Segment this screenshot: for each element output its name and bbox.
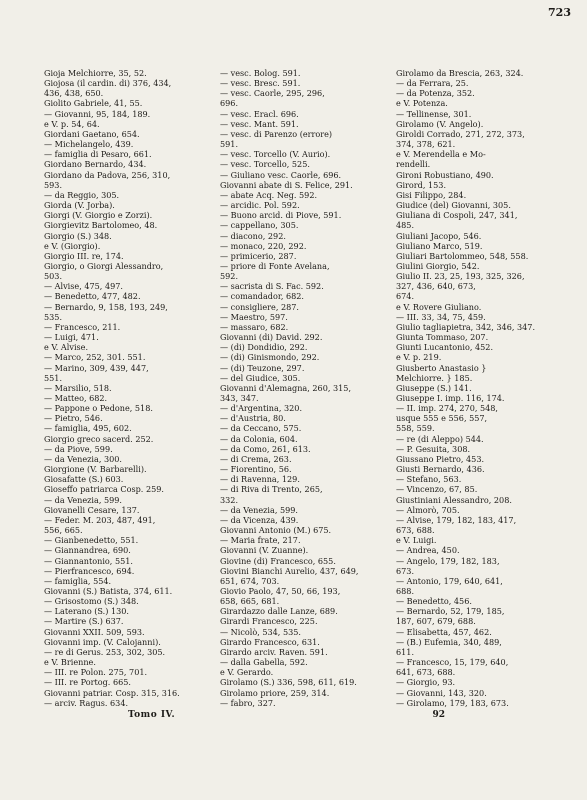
index-entry: — Grisostomo (S.) 348. — [44, 596, 139, 607]
index-entry: Giovanni imp. (V. Calojanni). — [44, 636, 161, 647]
index-entry: Gisi Filippo, 284. — [396, 189, 467, 200]
page-number: 723 — [548, 6, 571, 19]
index-entry: Giorgio, o Giorgi Alessandro, — [44, 260, 164, 271]
index-entry: Giusti Bernardo, 436. — [396, 464, 485, 475]
index-entry: — del Giudice, 305. — [220, 372, 301, 383]
index-entry: — da Venezia, 599. — [220, 504, 298, 515]
index-entry: — comandador, 682. — [220, 291, 304, 302]
index-entry: Giolito Gabriele, 41, 55. — [44, 98, 143, 109]
index-entry: — Feder. M. 203, 487, 491, — [44, 514, 156, 525]
index-entry: — Vincenzo, 67, 85. — [396, 484, 478, 495]
index-entry: — II. imp. 274, 270, 548, — [396, 403, 499, 414]
index-entry: — (B.) Eufemia, 340, 489, — [396, 636, 502, 647]
index-entry: — Maestro, 597. — [220, 311, 288, 322]
index-entry: e V. p. 219. — [396, 352, 442, 363]
index-entry: — Bernardo, 52, 179, 185, — [396, 606, 505, 617]
index-entry: e V. Brienne. — [44, 657, 96, 668]
index-entry: 696. — [220, 98, 239, 109]
index-entry: e V. Merendella e Mo- — [396, 149, 486, 160]
index-entry: — vesc. Torcello, 525. — [220, 159, 310, 170]
index-entry: — Buono arcid. di Piove, 591. — [220, 210, 342, 221]
index-entry: — Gianbenedetto, 551. — [44, 535, 139, 546]
index-entry: — monaco, 220, 292. — [220, 240, 307, 251]
index-entry: e V. Potenza. — [396, 98, 448, 109]
index-entry: — Maria frate, 217. — [220, 535, 301, 546]
index-entry: — da Vicenza, 439. — [220, 514, 299, 525]
index-entry: — Andrea, 450. — [396, 545, 460, 556]
index-entry: — da Venezia, 300. — [44, 453, 122, 464]
index-entry: Giovanni (V. Zuanne). — [220, 545, 309, 556]
index-entry: — Giannantonio, 551. — [44, 555, 133, 566]
index-entry: Giustiniani Alessandro, 208. — [396, 494, 512, 505]
index-entry: Gioja Melchiorre, 35, 52. — [44, 68, 147, 78]
index-entry: — famiglia, 554. — [44, 575, 112, 586]
index-entry: Giuliana di Cospoli, 247, 341, — [396, 210, 518, 221]
index-columns — [44, 68, 564, 708]
index-entry: — Martire (S.) 637. — [44, 616, 124, 627]
index-entry: — Benedetto, 477, 482. — [44, 291, 141, 302]
index-entry: usque 555 e 556, 557, — [396, 413, 488, 424]
index-entry: Giuseppe (S.) 141. — [396, 382, 472, 393]
index-entry: — da Reggio, 305. — [44, 189, 120, 200]
index-entry: Giovanni (di) David. 292. — [220, 332, 323, 343]
index-entry: e V. (Giorgio). — [44, 240, 101, 251]
index-entry: Giordano Bernardo, 434. — [44, 159, 147, 170]
index-entry: Giuseppe I. imp. 116, 174. — [396, 393, 505, 403]
index-entry: — arcidic. Pol. 592. — [220, 200, 300, 211]
index-entry: Girord, 153. — [396, 179, 447, 190]
index-entry: Giovio Paolo, 47, 50, 66, 193, — [220, 585, 341, 596]
index-entry: Giovanelli Cesare, 137. — [44, 504, 140, 515]
index-entry: — da Potenza, 352. — [396, 88, 475, 99]
index-entry: — abate Acq. Neg. 592. — [220, 189, 318, 200]
index-entry: — vesc. Caorle, 295, 296, — [220, 88, 325, 99]
index-entry: Girolamo da Brescia, 263, 324. — [396, 68, 524, 78]
index-entry: — Giovanni, 143, 320. — [396, 687, 487, 698]
index-entry: Giroldi Corrado, 271, 272, 373, — [396, 128, 525, 139]
index-entry: 591. — [220, 139, 239, 150]
index-entry: — (di) Teuzone, 297. — [220, 362, 305, 373]
index-entry: 343, 347. — [220, 393, 259, 403]
index-entry: Girardazzo dalle Lanze, 689. — [220, 606, 338, 617]
index-entry: Giunti Lucantonio, 452. — [396, 342, 494, 353]
index-entry: Giulio tagliapietra, 342, 346, 347. — [396, 321, 536, 332]
index-entry: Melchiorre. } 185. — [396, 372, 473, 383]
index-entry: e V. Gerardo. — [220, 667, 274, 678]
index-entry: Giovanni (S.) Batista, 374, 611. — [44, 585, 173, 596]
index-entry: Girolamo (S.) 336, 598, 611, 619. — [220, 677, 357, 688]
index-column-1 — [44, 68, 212, 708]
index-entry: — vesc. di Parenzo (errore) — [220, 128, 333, 139]
index-entry: 558, 559. — [396, 423, 435, 434]
index-entry: — vesc. Mant. 591. — [220, 118, 299, 129]
index-entry: 551. — [44, 372, 63, 383]
index-entry: — re (di Aleppo) 544. — [396, 433, 484, 444]
index-entry: 673. — [396, 565, 415, 576]
index-entry: Giovanni abate di S. Felice, 291. — [220, 179, 353, 190]
index-entry: — arciv. Ragus. 634. — [44, 697, 129, 708]
index-entry: 658, 665, 681. — [220, 596, 280, 607]
index-entry: Giovine (di) Francesco, 655. — [220, 555, 336, 566]
index-column-3 — [396, 68, 564, 708]
index-entry: — dalla Gabella, 592. — [220, 657, 308, 668]
index-entry: Giorgio (S.) 348. — [44, 230, 112, 241]
index-entry: — Giovanni, 95, 184, 189. — [44, 108, 151, 119]
index-entry: Giosafatte (S.) 603. — [44, 474, 124, 485]
index-entry: 688. — [396, 585, 415, 596]
index-entry: — da Como, 261, 613. — [220, 443, 311, 454]
index-entry: Girolamo priore, 259, 314. — [220, 687, 330, 698]
index-entry: Giorgio greco sacerd. 252. — [44, 433, 154, 444]
index-entry: — cappellano, 305. — [220, 220, 299, 231]
index-entry: 535. — [44, 311, 63, 322]
index-entry: Giovanni d'Alemagna, 260, 315, — [220, 382, 352, 393]
index-entry: Gironi Robustiano, 490. — [396, 169, 494, 180]
index-entry: — Alvise, 179, 182, 183, 417, — [396, 514, 517, 525]
index-entry: — Fiorentino, 56. — [220, 464, 292, 475]
index-entry: — Laterano (S.) 130. — [44, 606, 129, 617]
index-entry: Giuliano Marco, 519. — [396, 240, 483, 251]
index-entry: Giudice (del) Giovanni, 305. — [396, 200, 511, 211]
index-entry: Giorgievitz Bartolomeo, 48. — [44, 220, 158, 231]
index-entry: — re di Gerus. 253, 302, 305. — [44, 646, 166, 657]
index-column-2 — [220, 68, 388, 708]
index-entry: — Pierfrancesco, 694. — [44, 565, 135, 576]
index-entry: — Marsilio, 518. — [44, 382, 112, 393]
index-entry: — Giorgio, 93. — [396, 677, 456, 688]
index-entry: 651, 674, 703. — [220, 575, 280, 586]
index-entry: — vesc. Bresc. 591. — [220, 78, 301, 89]
index-entry: — Luigi, 471. — [44, 332, 99, 343]
index-entry: 556, 665. — [44, 525, 83, 536]
index-entry: — Francesco, 211. — [44, 321, 121, 332]
index-entry: — massaro, 682. — [220, 321, 289, 332]
index-entry: — Marco, 252, 301. 551. — [44, 352, 146, 363]
index-entry: Giordano da Padova, 256, 310, — [44, 169, 171, 180]
index-entry: 611. — [396, 646, 415, 657]
index-entry: e V. Alvise. — [44, 342, 89, 353]
index-entry: Giuliari Bartolommeo, 548, 558. — [396, 250, 529, 261]
index-entry: — d'Austria, 80. — [220, 413, 286, 424]
index-entry: — di Crema, 263. — [220, 453, 292, 464]
index-entry: — vesc. Eracl. 696. — [220, 108, 299, 119]
index-entry: — priore di Fonte Avelana, — [220, 260, 330, 271]
index-entry: — fabro, 327. — [220, 697, 276, 708]
index-entry: — Pappone o Pedone, 518. — [44, 403, 153, 414]
index-entry: 593. — [44, 179, 63, 190]
index-entry: — d'Argentina, 320. — [220, 403, 303, 414]
index-entry: — vesc. Bolog. 591. — [220, 68, 301, 78]
index-entry: — diacono, 292. — [220, 230, 286, 241]
index-entry: — di Ravenna, 129. — [220, 474, 300, 485]
index-entry: — Stefano, 563. — [396, 474, 462, 485]
index-entry: Giovanni Antonio (M.) 675. — [220, 525, 332, 536]
volume-signature: Tomo IV. — [128, 710, 176, 720]
index-entry: 327, 436, 640, 673, — [396, 281, 476, 292]
index-entry: — Almorò, 705. — [396, 504, 460, 515]
index-entry: — da Ferrara, 25. — [396, 78, 469, 89]
index-entry: 436, 438, 650. — [44, 88, 104, 99]
index-entry: Gioseffo patriarca Cosp. 259. — [44, 484, 164, 495]
index-entry: Giunta Tommaso, 207. — [396, 332, 489, 343]
index-entry: — vesc. Torcello (V. Aurio). — [220, 149, 331, 160]
index-entry: — III. 33, 34, 75, 459. — [396, 311, 486, 322]
folio-number: 92 — [432, 710, 445, 720]
index-entry: 187, 607, 679, 688. — [396, 616, 476, 627]
index-entry: — P. Gesuita, 308. — [396, 443, 471, 454]
index-entry: — Marino, 309, 439, 447, — [44, 362, 149, 373]
index-entry: — Nicolò, 534, 535. — [220, 626, 301, 637]
index-entry: — da Ceccano, 575. — [220, 423, 302, 434]
index-entry: — consigliere, 287. — [220, 301, 300, 312]
index-entry: 674. — [396, 291, 415, 302]
index-entry: rendelli. — [396, 159, 431, 170]
index-entry: Giulini Giorgio, 542. — [396, 260, 480, 271]
index-entry: — da Colonia, 604. — [220, 433, 298, 444]
index-entry: — da Piove, 599. — [44, 443, 113, 454]
index-entry: — Matteo, 682. — [44, 393, 108, 403]
index-entry: — Bernardo, 9, 158, 193, 249, — [44, 301, 168, 312]
index-entry: Giorgione (V. Barbarelli). — [44, 464, 147, 475]
index-entry: Giovanni XXII. 509, 593. — [44, 626, 145, 637]
index-entry: — (di) Dondidio, 292. — [220, 342, 308, 353]
index-entry: — Giuliano vesc. Caorle, 696. — [220, 169, 342, 180]
index-entry: Giulio II. 23, 25, 193, 325, 326, — [396, 271, 525, 282]
index-entry: Girardi Francesco, 225. — [220, 616, 318, 627]
index-entry: — Giannandrea, 690. — [44, 545, 131, 556]
index-entry: — III. re Polon. 275, 701. — [44, 667, 148, 678]
index-entry: — Benedetto, 456. — [396, 596, 472, 607]
index-entry: Giusberto Anastasio } — [396, 362, 487, 373]
index-entry: Giovini Bianchi Aurelio, 437, 649, — [220, 565, 359, 576]
index-entry: — sacrista di S. Fac. 592. — [220, 281, 324, 292]
index-entry: — primicerio, 287. — [220, 250, 297, 261]
index-entry: — Alvise, 475, 497. — [44, 281, 123, 292]
index-entry: Girardo arciv. Raven. 591. — [220, 646, 328, 657]
index-entry: Girolamo (V. Angelo). — [396, 118, 484, 129]
index-entry: Giordani Gaetano, 654. — [44, 128, 140, 139]
index-entry: 485. — [396, 220, 415, 231]
index-entry: 332. — [220, 494, 239, 505]
index-entry: — Angelo, 179, 182, 183, — [396, 555, 500, 566]
index-entry: — Antonio, 179, 640, 641, — [396, 575, 503, 586]
index-entry: Giorgi (V. Giorgio e Zorzi). — [44, 210, 153, 221]
index-entry: e V. p. 54, 64. — [44, 118, 100, 129]
index-entry: Giuliani Jacopo, 546. — [396, 230, 482, 241]
index-entry: — di Riva di Trento, 265, — [220, 484, 323, 495]
index-entry: — III. re Portog. 665. — [44, 677, 131, 688]
index-entry: e V. Luigi. — [396, 535, 437, 546]
index-entry: — Francesco, 15, 179, 640, — [396, 657, 509, 668]
index-entry: — Michelangelo, 439. — [44, 139, 134, 150]
index-entry: Giorgio III. re, 174. — [44, 250, 124, 261]
index-entry: — Pietro, 546. — [44, 413, 103, 424]
index-entry: — famiglia di Pesaro, 661. — [44, 149, 152, 160]
index-entry: — da Venezia, 599. — [44, 494, 122, 505]
index-entry: Giorda (V. Jorba). — [44, 200, 115, 211]
index-entry: Giovanni patriar. Cosp. 315, 316. — [44, 687, 180, 698]
index-entry: — famiglia, 495, 602. — [44, 423, 132, 434]
index-entry: Giojosa (il cardin. di) 376, 434, — [44, 78, 172, 89]
index-entry: e V. Rovere Giuliano. — [396, 301, 482, 312]
index-entry: 641, 673, 688. — [396, 667, 456, 678]
index-entry: 503. — [44, 271, 63, 282]
index-entry: 592. — [220, 271, 239, 282]
index-entry: — (di) Ginismondo, 292. — [220, 352, 320, 363]
index-entry: 374, 378, 621. — [396, 139, 456, 150]
index-entry: Girardo Francesco, 631. — [220, 636, 320, 647]
index-entry: — Tellinense, 301. — [396, 108, 472, 119]
index-entry: Giussano Pietro, 453. — [396, 453, 485, 464]
index-entry: — Girolamo, 179, 183, 673. — [396, 697, 509, 708]
index-entry: 673, 688. — [396, 525, 435, 536]
index-entry: — Elisabetta, 457, 462. — [396, 626, 492, 637]
